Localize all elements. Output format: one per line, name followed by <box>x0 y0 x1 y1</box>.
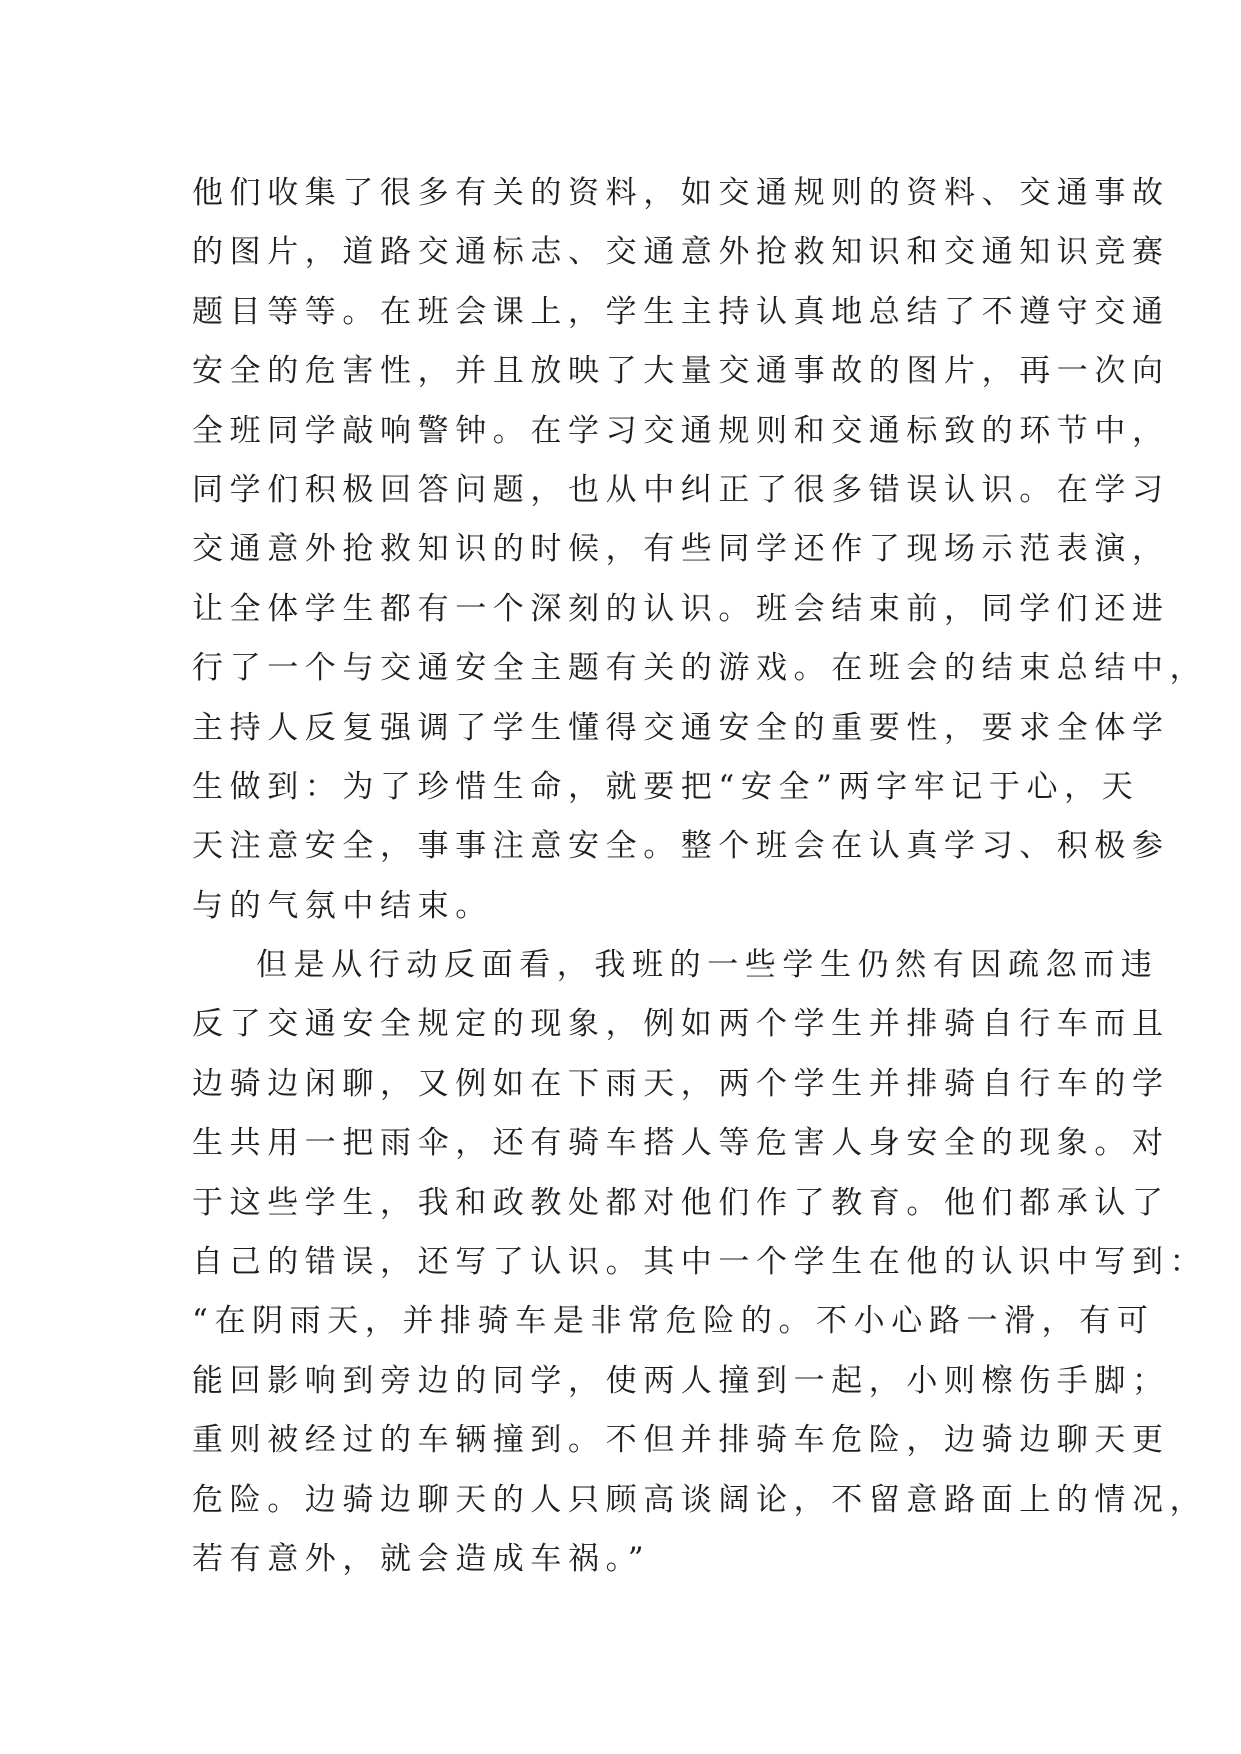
text-line: 题目等等。在班会课上，学生主持认真地总结了不遵守交通 <box>192 293 1170 330</box>
text-line: 让全体学生都有一个深刻的认识。班会结束前，同学们还进 <box>192 590 1170 627</box>
paragraph-start-line: 但是从行动反面看，我班的一些学生仍然有因疏忽而违 <box>256 947 1159 984</box>
text-line: 交通意外抢救知识的时候，有些同学还作了现场示范表演， <box>192 531 1170 568</box>
text-line: 主持人反复强调了学生懂得交通安全的重要性，要求全体学 <box>192 709 1170 746</box>
text-line: 行了一个与交通安全主题有关的游戏。在班会的结束总结中， <box>192 650 1208 687</box>
text-line: 安全的危害性，并且放映了大量交通事故的图片，再一次向 <box>192 353 1170 390</box>
text-line: 重则被经过的车辆撞到。不但并排骑车危险，边骑边聊天更 <box>192 1422 1170 1459</box>
text-line: 危险。边骑边聊天的人只顾高谈阔论，不留意路面上的情况， <box>192 1481 1208 1518</box>
text-line: 能回影响到旁边的同学，使两人撞到一起，小则檫伤手脚； <box>192 1362 1170 1399</box>
text-line: 生共用一把雨伞，还有骑车搭人等危害人身安全的现象。对 <box>192 1125 1170 1162</box>
text-line: 自己的错误，还写了认识。其中一个学生在他的认识中写到： <box>192 1244 1208 1281</box>
body-text <box>192 164 1208 1589</box>
text-line: 边骑边闲聊，又例如在下雨天，两个学生并排骑自行车的学 <box>192 1065 1170 1102</box>
text-line: 他们收集了很多有关的资料，如交通规则的资料、交通事故 <box>192 175 1170 211</box>
text-line: 反了交通安全规定的现象，例如两个学生并排骑自行车而且 <box>192 1006 1170 1043</box>
text-line: 生做到：为了珍惜生命，就要把“安全”两字牢记于心，天 <box>192 768 1140 805</box>
text-line: 全班同学敲响警钟。在学习交通规则和交通标致的环节中， <box>192 412 1170 449</box>
text-line: 同学们积极回答问题，也从中纠正了很多错误认识。在学习 <box>192 471 1170 508</box>
text-line: “在阴雨天，并排骑车是非常危险的。不小心路一滑，有可 <box>192 1303 1155 1340</box>
text-line: 若有意外，就会造成车祸。” <box>192 1540 651 1577</box>
text-line: 天注意安全，事事注意安全。整个班会在认真学习、积极参 <box>192 828 1170 865</box>
text-line: 于这些学生，我和政教处都对他们作了教育。他们都承认了 <box>192 1184 1170 1221</box>
text-line: 的图片，道路交通标志、交通意外抢救知识和交通知识竞赛 <box>192 234 1170 271</box>
text-line: 与的气氛中结束。 <box>192 887 493 924</box>
